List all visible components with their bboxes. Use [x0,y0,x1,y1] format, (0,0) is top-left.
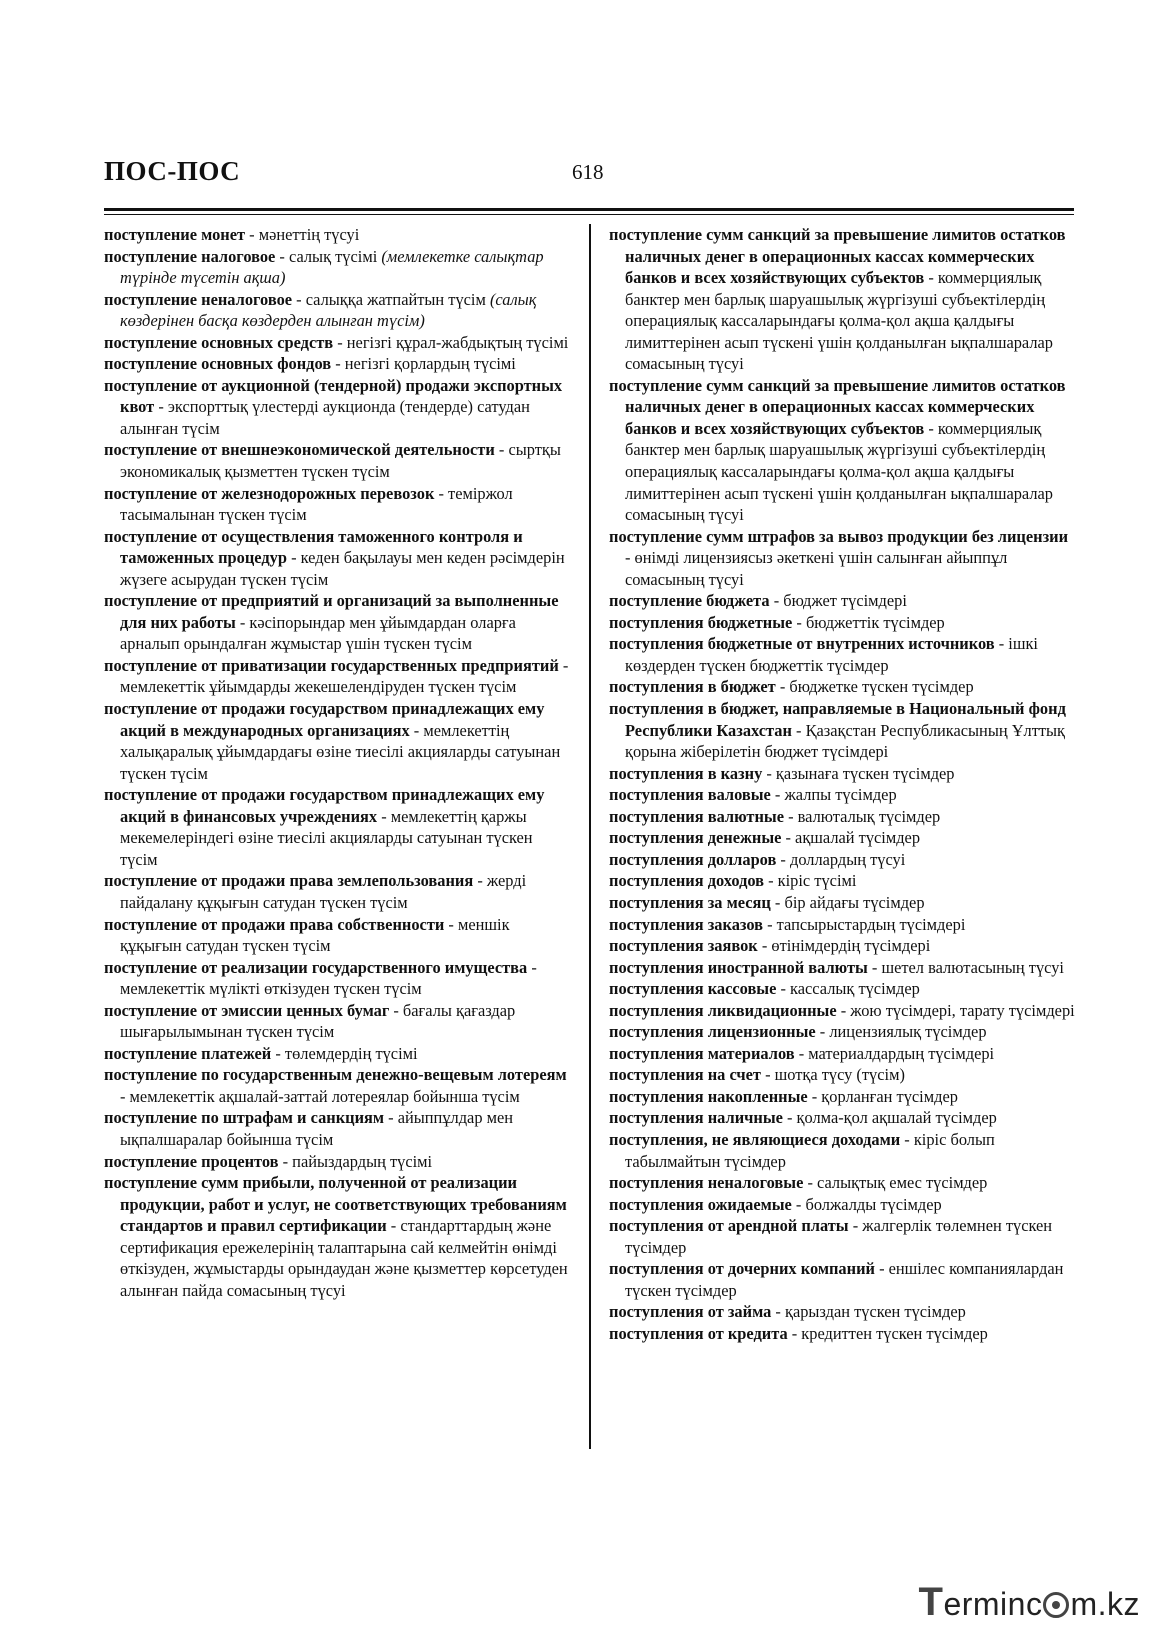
entry-term: поступления на счет [609,1065,761,1085]
entry-definition: - экспорттық үлестерді аукционда (тендерде) сатудан алынған түсім [120,397,530,438]
dictionary-entry [609,1043,1077,1065]
entry-definition: - мемлекеттік ұйымдарды жекешелендіруден түскен түсім [120,655,569,697]
dictionary-entry [609,763,1077,785]
entry-term: поступление монет [104,225,246,244]
termincom-watermark-logo [919,1580,1141,1625]
entry-note: (салық көздерінен басқа көздерден алынған түсім) [120,289,537,331]
dictionary-entry [104,483,574,526]
entry-term: поступление основных фондов [104,354,332,374]
entry-term: поступление от осуществления таможенного контроля и таможенных процедур [104,526,523,568]
entry-definition: - сыртқы экономикалық қызметтен түскен түсім [120,440,561,482]
entry-note: (мемлекетке салықтар түрінде түсетін ақша) [120,246,544,288]
dictionary-entry [609,1107,1077,1129]
dictionary-entry [104,224,574,246]
entry-definition: - доллардың түсуі [776,849,906,869]
dictionary-entry [609,784,1077,806]
entry-definition: - ақшалай түсімдер [781,828,921,848]
entry-term: поступление от предприятий и организаций за выполненные для них работы [104,591,559,632]
entry-definition: - лицензиялық түсімдер [815,1022,987,1042]
entry-term: поступления лицензионные [609,1022,816,1042]
entry-definition: - еншілес компаниялардан түскен түсімдер [625,1259,1064,1300]
entry-term: поступления заявок [609,936,758,956]
entry-term: поступление бюджета [609,591,770,611]
watermark-domain: m.kz [1070,1586,1140,1622]
left-column [104,224,574,1301]
entry-definition: - кредиттен түскен түсімдер [787,1323,988,1343]
entry-definition: - тапсырыстардың түсімдері [763,914,966,934]
entry-term: поступление от продажи права собственности [104,914,445,934]
entry-definition: - айыппұлдар мен ықпалшаралар бойынша түсім [120,1108,514,1149]
entry-term: поступления иностранной валюты [609,957,868,977]
watermark-letter-t: T [918,1580,944,1624]
entry-term: поступление сумм штрафов за вывоз продукции без лицензии [609,526,1069,546]
entry-definition: - кіріс түсімі [764,871,857,891]
entry-term: поступление от продажи права землепользования [104,871,474,891]
entry-definition: - мемлекеттік мүлікті өткізуден түскен түсім [120,957,537,999]
entry-term: поступление по государственным денежно-вещевым лотереям [104,1065,567,1085]
dictionary-entry [609,633,1077,676]
entry-term: поступление от аукционной (тендерной) продажи экспортных квот [104,375,563,417]
entry-term: поступления от дочерних компаний [609,1259,875,1279]
dictionary-entry [609,612,1077,634]
dictionary-entry [609,526,1077,591]
entry-definition: - мемлекеттік ақшалай-заттай лотереялар бойынша түсім [120,1086,520,1106]
dictionary-entry [104,1151,574,1173]
header-rule-thick [104,208,1074,211]
dictionary-entry [104,784,574,870]
entry-term: поступления в бюджет [609,677,776,697]
entry-definition: - ішкі көздерден түскен бюджеттік түсімдер [625,634,1038,675]
entry-definition: - жалпы түсімдер [770,785,897,805]
entry-term: поступления в казну [609,763,763,783]
entry-term: поступления бюджетные от внутренних источников [609,634,995,654]
watermark-text: erminc [943,1586,1043,1622]
entry-definition: - кеден бақылауы мен кеден рәсімдерін жүзеге асырудан түскен түсім [120,548,565,589]
dictionary-entry [609,870,1077,892]
entry-term: поступление от продажи государством принадлежащих ему акций в финансовых учреждениях [104,785,545,826]
entry-term: поступление платежей [104,1043,272,1063]
entry-term: поступление по штрафам и санкциям [104,1108,385,1128]
dictionary-entry [609,1194,1077,1216]
entry-definition: - негізгі қорлардың түсімі [331,354,516,374]
entry-term: поступление процентов [104,1151,279,1171]
dictionary-entry [609,957,1077,979]
dictionary-entry [609,914,1077,936]
entry-definition: - жалгерлік төлемнен түскен түсімдер [625,1216,1053,1257]
entry-definition: - Қазақстан Республикасының Ұлттық қорына жіберілетін бюджет түсімдері [625,720,1066,762]
entry-definition: - мемлекеттің қаржы мекемелеріндегі өзіне тиесілі акцияларды сатуынан түскен түсім [120,806,533,869]
entry-term: поступление от реализации государственного имущества [104,957,528,977]
entry-term: поступление от эмиссии ценных бумаг [104,1000,390,1020]
entry-definition: - шотқа түсу (түсім) [760,1065,905,1085]
dictionary-entry [104,957,574,1000]
dictionary-entry [609,827,1077,849]
dictionary-entry [609,935,1077,957]
entry-definition: - қарыздан түскен түсімдер [771,1302,966,1322]
entry-definition: - бюджетке түскен түсімдер [775,677,974,697]
dictionary-entry [609,1000,1077,1022]
entry-term: поступление от приватизации государственных предприятий [104,655,559,675]
dictionary-entry [104,439,574,482]
dictionary-entry [104,655,574,698]
entry-term: поступление неналоговое [104,289,293,309]
dictionary-entry [104,375,574,440]
entry-definition: - жою түсімдері, тарату түсімдері [836,1000,1075,1020]
dictionary-entry [609,1021,1077,1043]
entry-definition: - төлемдердің түсімі [271,1043,418,1063]
entry-term: поступления доходов [609,871,765,891]
entry-definition: - теміржол тасымалынан түскен түсім [120,483,513,525]
dictionary-entry [104,698,574,784]
dictionary-entry [609,1064,1077,1086]
entry-term: поступления кассовые [609,979,777,999]
dictionary-entry [609,978,1077,1000]
dictionary-entry [104,1107,574,1150]
dictionary-entry [104,289,574,332]
dictionary-entry [609,1323,1077,1345]
entry-term: поступления валовые [609,785,771,805]
dictionary-entry [104,1172,574,1301]
entry-definition: - қорланған түсімдер [807,1086,958,1106]
entry-definition: - қазынаға түскен түсімдер [762,763,955,783]
entry-term: поступления за месяц [609,892,771,912]
entry-definition: - өнімді лицензиясыз әкеткені үшін салынған айыппұл сомасының түсуі [625,548,1008,589]
dictionary-entry [609,1086,1077,1108]
dictionary-entry [609,224,1077,375]
dictionary-entry [609,1215,1077,1258]
header-rule-thin [104,214,1074,215]
entry-term: поступления наличные [609,1108,783,1128]
dictionary-entry [609,1258,1077,1301]
entry-definition: - бюджет түсімдері [769,591,907,611]
entry-term: поступление от внешнеэкономической деятельности [104,440,495,460]
dictionary-entry [609,1129,1077,1172]
entry-definition: - бағалы қағаздар шығарылымынан түскен түсім [120,1000,516,1042]
right-column [609,224,1077,1344]
entry-term: поступление сумм санкций за превышение лимитов остатков наличных денег в операционных кассах коммерческих банков и всех хозяйствующих субъектов [609,225,1066,288]
entry-definition: - коммерциялық банктер мен барлық шаруашылық жүргізуші субъектілердің операциялық кассаларындағы қолма-қол ақша қалдығы лимиттерінен асып түскені үшін қолданылған ықпалшаралар сомасының түсуі [625,418,1053,525]
entry-term: поступление основных средств [104,332,334,352]
entry-term: поступления в бюджет, направляемые в Национальный фонд Республики Казахстан [609,699,1066,740]
entry-definition: - стандарттардың және сертификация ережелерінің талаптарына сай келмейтін өнімді өткізуден, жұмыстарды орындаудан және қызметтер көрсетуден алынған пайда сомасының түсуі [120,1216,568,1300]
entry-term: поступления валютные [609,806,784,826]
dictionary-entry [609,849,1077,871]
entry-definition: - өтінімдердің түсімдері [757,936,931,956]
entry-term: поступления неналоговые [609,1173,804,1193]
dictionary-entry [609,892,1077,914]
entry-term: поступления от кредита [609,1323,788,1343]
entry-definition: - кәсіпорындар мен ұйымдардан оларға арналып орындалған жұмыстар үшін түскен түсім [120,612,516,654]
entry-term: поступления бюджетные [609,612,793,632]
entry-term: поступления, не являющиеся доходами [609,1129,901,1149]
entry-definition: - коммерциялық банктер мен барлық шаруашылық жүргізуші субъектілердің операциялық кассаларындағы қолма-қол ақша қалдығы лимиттерінен асып түскені үшін қолданылған ықпалшаралар сомасының түсуі [625,268,1053,374]
entry-definition: - жерді пайдалану құқығын сатудан түскен түсім [120,871,527,912]
entry-term: поступления заказов [609,914,764,934]
dictionary-entry [104,914,574,957]
entry-definition: - бір айдағы түсімдер [770,892,925,912]
entry-definition: - валюталық түсімдер [783,806,941,826]
entry-definition: - мемлекеттің халықаралық ұйымдардағы өзіне тиесілі акцияларды сатуынан түскен түсім [120,720,561,783]
dictionary-entry [609,375,1077,526]
entry-definition: - салыққа жатпайтын түсім [292,289,490,309]
entry-term: поступления ожидаемые [609,1194,792,1214]
entry-term: поступления накопленные [609,1086,808,1106]
entry-definition: - пайыздардың түсімі [278,1151,433,1171]
entry-definition: - шетел валютасының түсуі [867,957,1064,977]
dictionary-entry [609,698,1077,763]
dictionary-entry [104,1064,574,1107]
entry-term: поступления денежные [609,828,782,848]
entry-definition: - бюджеттік түсімдер [792,612,945,632]
dictionary-entry [104,590,574,655]
entry-definition: - салық түсімі [275,246,382,266]
dictionary-entry [609,676,1077,698]
column-divider [589,224,591,1449]
dictionary-entry [104,1043,574,1065]
dictionary-entry [609,590,1077,612]
entry-definition: - мәнеттің түсуі [245,225,360,244]
dictionary-entry [609,1301,1077,1323]
entry-term: поступление сумм санкций за превышение лимитов остатков наличных денег в операционных кассах коммерческих банков и всех хозяйствующих субъектов [609,375,1066,438]
entry-definition: - кіріс болып табылмайтын түсімдер [625,1129,995,1171]
entry-definition: - кассалық түсімдер [776,979,920,999]
entry-definition: - меншік құқығын сатудан түскен түсім [120,914,510,956]
dictionary-entry [609,1172,1077,1194]
entry-term: поступления от арендной платы [609,1216,849,1236]
entry-term: поступление от продажи государством принадлежащих ему акций в международных организациях [104,699,545,740]
dictionary-entry [104,1000,574,1043]
running-header: ПОС-ПОС [104,156,241,186]
entry-definition: - қолма-қол ақшалай түсімдер [782,1108,997,1128]
dictionary-entry [104,526,574,591]
dictionary-entry [104,870,574,913]
entry-term: поступления ликвидационные [609,1000,837,1020]
entry-definition: - материалдардың түсімдері [794,1043,995,1063]
entry-definition: - салықтық емес түсімдер [803,1173,988,1193]
globe-icon [1043,1592,1069,1618]
dictionary-entry [104,246,574,289]
entry-term: поступление от железнодорожных перевозок [104,483,435,503]
entry-term: поступления материалов [609,1043,795,1063]
entry-term: поступление налоговое [104,246,276,266]
dictionary-entry [104,332,574,354]
page-number: 618 [572,160,604,184]
dictionary-entry [104,353,574,375]
entry-term: поступление сумм прибыли, полученной от реализации продукции, работ и услуг, не соответствующих требованиям стандартов и правил сертификации [104,1173,567,1236]
entry-term: поступления от займа [609,1302,772,1322]
dictionary-entry [609,806,1077,828]
entry-definition: - негізгі құрал-жабдықтың түсімі [333,332,569,352]
entry-term: поступления долларов [609,849,777,869]
entry-definition: - болжалды түсімдер [791,1194,942,1214]
